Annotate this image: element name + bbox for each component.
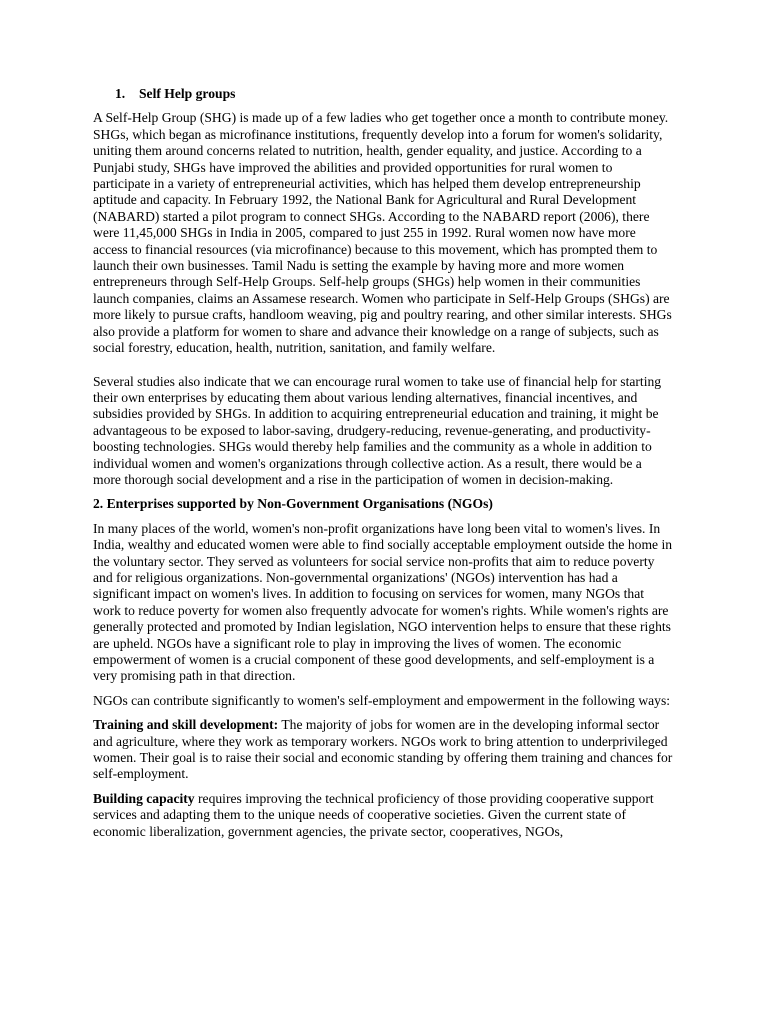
section-2-paragraph-1: In many places of the world, women's non-profit organizations have long been vital to women's lives. In India, wealthy and educated women were able to find socially acceptable employment outside the home in the voluntary sector. They served as volunteers for social service non-profits that aim to reduce poverty and for religious organizations. Non-governmental organizations' (NGOs) intervention has had a significant impact on women's lives. In addition to focusing on services for women, many NGOs that work to reduce poverty for women also frequently advocate for women's rights. While women's rights are generally protected and promoted by Indian legislation, NGO intervention helps to ensure that these rights are upheld. NGOs have a significant role to play in improving the lives of women. The economic empowerment of women is a crucial component of these good developments, and self-employment is a very promising path in that direction.	[93, 520, 673, 684]
section-1-paragraph-2: Several studies also indicate that we can encourage rural women to take use of financial help for starting their own enterprises by educating them about various lending alternatives, financial incentives, and subsidies provided by SHGs. In addition to acquiring entrepreneurial education and training, it might be advantageous to be exposed to labor-saving, drudgery-reducing, revenue-generating, and productivity-boosting technologies. SHGs would thereby help families and the community as a whole in addition to individual women and women's organizations through collective action. As a result, there would be a more thorough social development and a rise in the participation of women in decision-making.	[93, 373, 662, 487]
capacity-text: requires improving the technical proficiency of those providing cooperative support services and adapting them to the unique needs of cooperative societies. Given the current state of economic liberalization, government agencies, the private sector, cooperatives, NGOs,	[93, 790, 654, 839]
section-1-number: 1.	[115, 86, 126, 101]
training-lead: Training and skill development:	[93, 717, 279, 733]
section-2-paragraph-2: NGOs can contribute significantly to women's self-employment and empowerment in the following ways:	[93, 692, 671, 708]
section-1-paragraph-1: A Self-Help Group (SHG) is made up of a few ladies who get together once a month to contribute money. SHGs, which began as microfinance institutions, frequently develop into a forum for women's solidarity, uniting them around concerns related to nutrition, health, gender equality, and justice. According to a Punjabi study, SHGs have improved the abilities and provided opportunities for rural women to participate in a variety of entrepreneurial activities, which has helped them develop entrepreneurship aptitude and capacity. In February 1992, the National Bank for Agricultural and Rural Development (NABARD) started a pilot program to connect SHGs. According to the NABARD report (2006), there were 11,45,000 SHGs in India in 2005, compared to just 255 in 1992. Rural women now have more access to financial resources (via microfinance) because to this movement, which has prompted them to launch their own businesses. Tamil Nadu is setting the example by having more and more women entrepreneurs through Self-Help Groups. Self-help groups (SHGs) help women in their communities launch companies, claims an Assamese research. Women who participate in Self-Help Groups (SHGs) are more likely to pursue crafts, handloom weaving, pig and poultry rearing, and other similar interests. SHGs also provide a platform for women to share and advance their knowledge on a range of subjects, such as social forestry, education, health, nutrition, sanitation, and family welfare.	[93, 110, 672, 356]
training-text: The majority of jobs for women are in the developing informal sector and agriculture, where they work as temporary workers. NGOs work to bring attention to underprivileged women. Their goal is to raise their social and economic standing by offering them training and chances for self-employment.	[93, 717, 673, 782]
capacity-paragraph	[93, 791, 673, 840]
section-1-heading	[93, 86, 673, 102]
section-2-heading: 2. Enterprises supported by Non-Government Organisations (NGOs)	[93, 496, 493, 512]
section-1-title: Self Help groups	[139, 86, 236, 101]
document-page	[93, 86, 673, 848]
capacity-lead: Building capacity	[93, 790, 195, 806]
training-paragraph	[93, 717, 673, 783]
